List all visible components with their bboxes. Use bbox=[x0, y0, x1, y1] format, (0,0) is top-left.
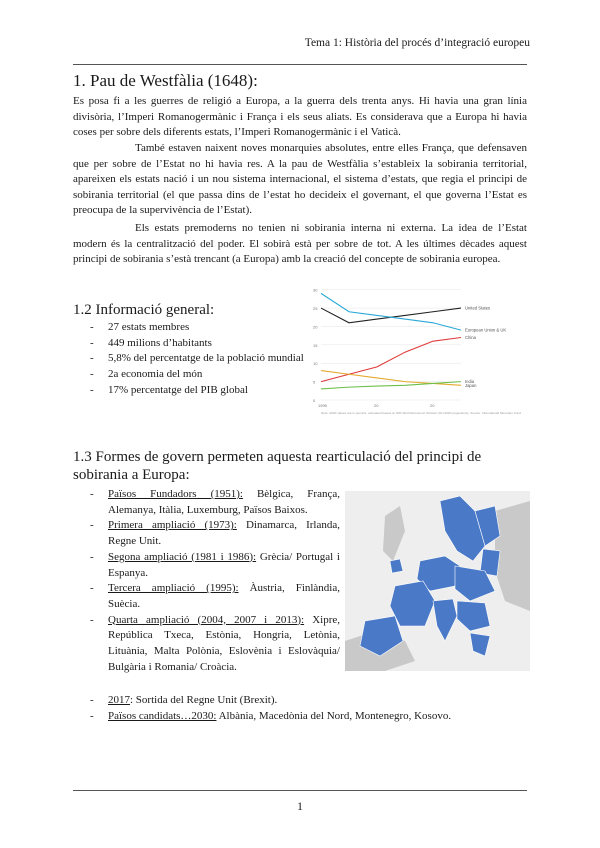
x-tick-label: 20 bbox=[430, 403, 435, 408]
item-text: Grècia/ Portugal i Espanya. bbox=[108, 550, 340, 579]
section-1-2-title: 1.2 Informació general: bbox=[73, 302, 215, 318]
item-text: Albània, Macedònia del Nord, Montenegro, Kosovo. bbox=[216, 709, 452, 722]
item-text: Àustria, Finlàndia, Suècia. bbox=[108, 582, 340, 610]
list-item bbox=[90, 518, 340, 549]
item-label: Primera ampliació (1973): bbox=[108, 519, 237, 532]
list-item bbox=[90, 709, 530, 725]
item-text: : Sortida del Regne Unit (Brexit). bbox=[130, 694, 278, 706]
series-line bbox=[321, 382, 461, 389]
x-tick-label: 20 bbox=[374, 403, 379, 408]
section-1-title: 1. Pau de Westfàlia (1648): bbox=[73, 71, 258, 90]
eu-map bbox=[345, 491, 530, 671]
chart-note: Note: 2020 values are in percent, estimated based on IMF World Economic Outlook (Oct 2020 projections). Source: International Monetary Fund bbox=[321, 411, 522, 415]
list-item bbox=[90, 550, 340, 581]
series-line bbox=[321, 293, 461, 330]
item-label: Països candidats…2030: bbox=[108, 709, 217, 722]
series-label: China bbox=[465, 334, 476, 340]
series-label: Japan bbox=[465, 382, 477, 388]
item-label: Segona ampliació (1981 i 1986): bbox=[108, 550, 257, 563]
item-label: Països Fundadors (1951): bbox=[108, 488, 243, 500]
x-tick-label: 1995 bbox=[318, 403, 327, 408]
list-item bbox=[90, 487, 340, 518]
section-1-paragraph-1: Es posa fi a les guerres de religió a Europa, a la guerra dels trenta anys. Hi havia una gran línia divisòria, l’Imperi Romanogermànic i França i els seus aliats. Es considerava que a Europa hi havia coses per sobre dels diferents estats, l’Imperi Romanogermànic i el Vaticà. bbox=[73, 95, 527, 138]
item-label: Quarta ampliació (2004, 2007 i 2013): bbox=[108, 613, 305, 626]
section-1-3-title: 1.3 Formes de govern permeten aquesta rearticulació del principi de sobirania a Europa: bbox=[73, 449, 482, 483]
list-item: - 449 milions d’habitants bbox=[90, 336, 305, 352]
y-tick-label: 10 bbox=[313, 361, 318, 367]
list-item bbox=[90, 581, 340, 612]
enlargements-list bbox=[90, 487, 340, 675]
page-header: Tema 1: Història del procés d’integració europeu bbox=[304, 37, 530, 49]
list-item bbox=[90, 693, 530, 709]
item-text: Dinamarca, Irlanda, Regne Unit. bbox=[108, 519, 340, 548]
list-item bbox=[90, 613, 340, 676]
list-item: - 2a economia del món bbox=[90, 367, 305, 383]
series-line bbox=[321, 308, 461, 323]
series-label: European Union & UK bbox=[465, 327, 507, 333]
series-label: India bbox=[465, 379, 475, 385]
page-number: 1 bbox=[297, 799, 303, 813]
section-1-paragraph-3: Els estats premoderns no tenien ni sobirania interna ni externa. La idea de l’Estat modern és la centralització del poder. El sobirà està per sobre de tot. A les últimes dècades aquest principi de sobirania s’està trencant (a Europa) amb la creació del concepte de sobirania europea. bbox=[73, 222, 527, 265]
y-tick-label: 15 bbox=[313, 342, 318, 348]
list-item: - 27 estats membres bbox=[90, 320, 305, 336]
item-text: Xipre, República Txeca, Estònia, Hongria, Letònia, Lituània, Malta Polònia, Eslovènia i Eslovàquia/ Bulgària i Romania/ Croàcia. bbox=[108, 613, 340, 673]
series-label: United States bbox=[465, 305, 491, 311]
section-1-paragraph-2: També estaven naixent noves monarquies absolutes, entre elles França, que defensaven que per sobre de l’Estat no hi havia res. A la pau de Westfàlia s’estableix la sobirania territorial, apareixen els estats nació i un nou sistema internacional, el sistema d’estats, que regia el principi de sobirania territorial (el que passa dins de l’estat ho decideix el governant, el que governa l’Estat es preocupa de la supervivència de l’Estat). bbox=[73, 142, 527, 216]
y-tick-label: 30 bbox=[313, 287, 318, 293]
series-line bbox=[321, 337, 461, 381]
footer-divider bbox=[73, 790, 527, 791]
y-tick-label: 5 bbox=[313, 379, 316, 385]
y-tick-label: 0 bbox=[313, 398, 316, 403]
item-text: Bèlgica, França, Alemanya, Itàlia, Luxemburg, Països Baixos. bbox=[108, 488, 340, 516]
y-tick-label: 20 bbox=[313, 324, 318, 330]
list-item: - 5,8% del percentatge de la població mundial bbox=[90, 351, 305, 367]
gdp-share-chart bbox=[313, 282, 528, 440]
general-info-list bbox=[90, 320, 305, 399]
other-events-list bbox=[90, 693, 530, 724]
list-item: - 17% percentatge del PIB global bbox=[90, 383, 305, 399]
y-tick-label: 25 bbox=[313, 306, 318, 312]
eu-map-graphic bbox=[345, 491, 530, 671]
item-label: 2017 bbox=[108, 694, 130, 706]
item-label: Tercera ampliació (1995): bbox=[108, 582, 239, 595]
header-divider bbox=[73, 64, 527, 65]
